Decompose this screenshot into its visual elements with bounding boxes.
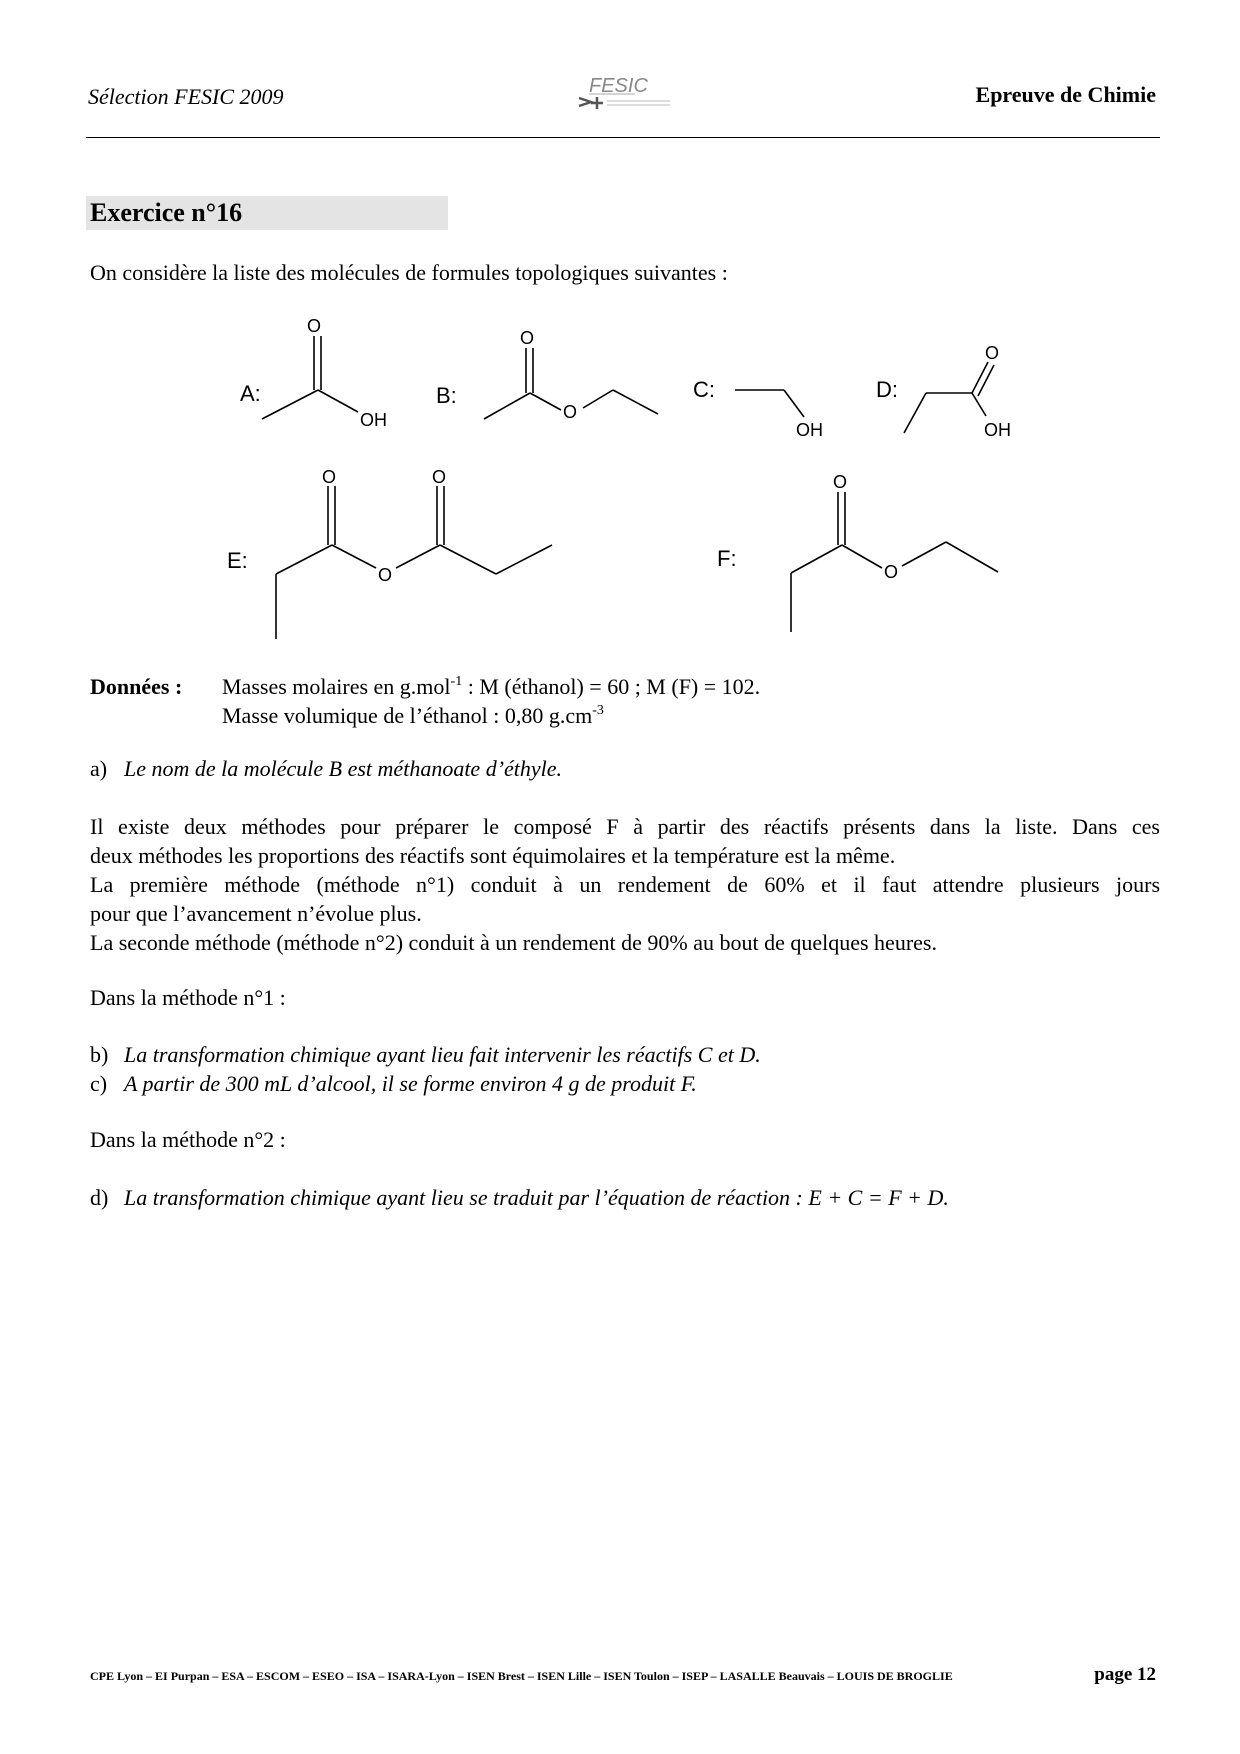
atom-o: O: [432, 467, 447, 487]
footer-schools: CPE Lyon – EI Purpan – ESA – ESCOM – ESEO – ISA – ISARA-Lyon – ISEN Brest – ISEN Lille – ISEN Toulon – ISEP – LASALLE Beauvais – LOUIS DE BROGLIE: [90, 1669, 953, 1683]
paragraph-line: deux méthodes les proportions des réactifs sont équimolaires et la température est la même.: [90, 843, 896, 868]
page-number: page 12: [1094, 1664, 1156, 1685]
atom-oh: OH: [984, 420, 1011, 440]
molecule-e: [276, 486, 552, 639]
donnees-line1-text: Masses molaires en g.mol: [222, 674, 451, 699]
question-b-label: b): [90, 1042, 109, 1067]
question-d: [90, 1185, 1160, 1211]
exercise-title: Exercice n°16: [90, 198, 243, 227]
molecule-label-a: A:: [240, 381, 261, 406]
atom-o: O: [985, 343, 1000, 363]
atom-oh: OH: [360, 410, 387, 430]
paragraph-line: La seconde méthode (méthode n°2) conduit à un rendement de 90% au bout de quelques heures.: [90, 930, 937, 955]
atom-o: O: [884, 562, 899, 582]
atom-o: O: [833, 472, 848, 492]
question-b: [90, 1042, 1160, 1068]
context-paragraph: [90, 812, 1160, 957]
methode-2-heading: Dans la méthode n°2 :: [90, 1127, 286, 1152]
question-d-label: d): [90, 1185, 109, 1210]
header-left-title: Sélection FESIC 2009: [88, 84, 284, 109]
molecule-structures: [0, 0, 1240, 660]
atom-o: O: [378, 565, 393, 585]
molecule-label-d: D:: [876, 377, 898, 402]
question-d-text: La transformation chimique ayant lieu se traduit par l’équation de réaction : E + C = F + D.: [124, 1185, 949, 1210]
donnees-density: [222, 703, 604, 729]
molecule-d: [904, 362, 994, 433]
question-c-label: c): [90, 1071, 108, 1096]
question-c-text: A partir de 300 mL d’alcool, il se forme environ 4 g de produit F.: [124, 1071, 697, 1096]
donnees-label: Données :: [90, 674, 183, 699]
paragraph-line: pour que l’avancement n’évolue plus.: [90, 901, 422, 926]
donnees-line1-values: : M (éthanol) = 60 ; M (F) = 102.: [462, 674, 761, 699]
atom-o: O: [307, 316, 322, 336]
atom-o: O: [563, 402, 578, 422]
methode-1-heading: Dans la méthode n°1 :: [90, 985, 286, 1010]
molecule-c: [735, 390, 804, 417]
donnees-molar-masses: [222, 674, 760, 700]
atom-o: O: [322, 467, 337, 487]
paragraph-line: La première méthode (méthode n°1) conduit à un rendement de 60% et il faut attendre plusieurs jours: [90, 872, 1160, 897]
question-a-label: a): [90, 756, 108, 781]
header-right-title: Epreuve de Chimie: [975, 82, 1156, 107]
logo-text: FESIC: [589, 75, 648, 97]
atom-o: O: [520, 328, 535, 348]
donnees-line2-text: Masse volumique de l’éthanol : 0,80 g.cm: [222, 703, 593, 728]
atom-oh: OH: [796, 420, 823, 440]
molecule-a: [262, 336, 358, 419]
molecule-label-e: E:: [227, 548, 248, 573]
donnees-line1-exponent: -1: [450, 674, 463, 689]
question-c: [90, 1071, 1160, 1097]
question-a-text: Le nom de la molécule B est méthanoate d’éthyle.: [124, 756, 563, 781]
molecule-label-c: C:: [693, 377, 715, 402]
paragraph-line: Il existe deux méthodes pour préparer le composé F à partir des réactifs présents dans la liste. Dans ces: [90, 814, 1160, 839]
molecule-label-f: F:: [717, 546, 737, 571]
molecule-label-b: B:: [436, 383, 457, 408]
exercise-intro: On considère la liste des molécules de formules topologiques suivantes :: [90, 260, 728, 285]
question-b-text: La transformation chimique ayant lieu fait intervenir les réactifs C et D.: [124, 1042, 761, 1067]
question-a: [90, 756, 1160, 782]
donnees-line2-exponent: -3: [592, 703, 604, 718]
